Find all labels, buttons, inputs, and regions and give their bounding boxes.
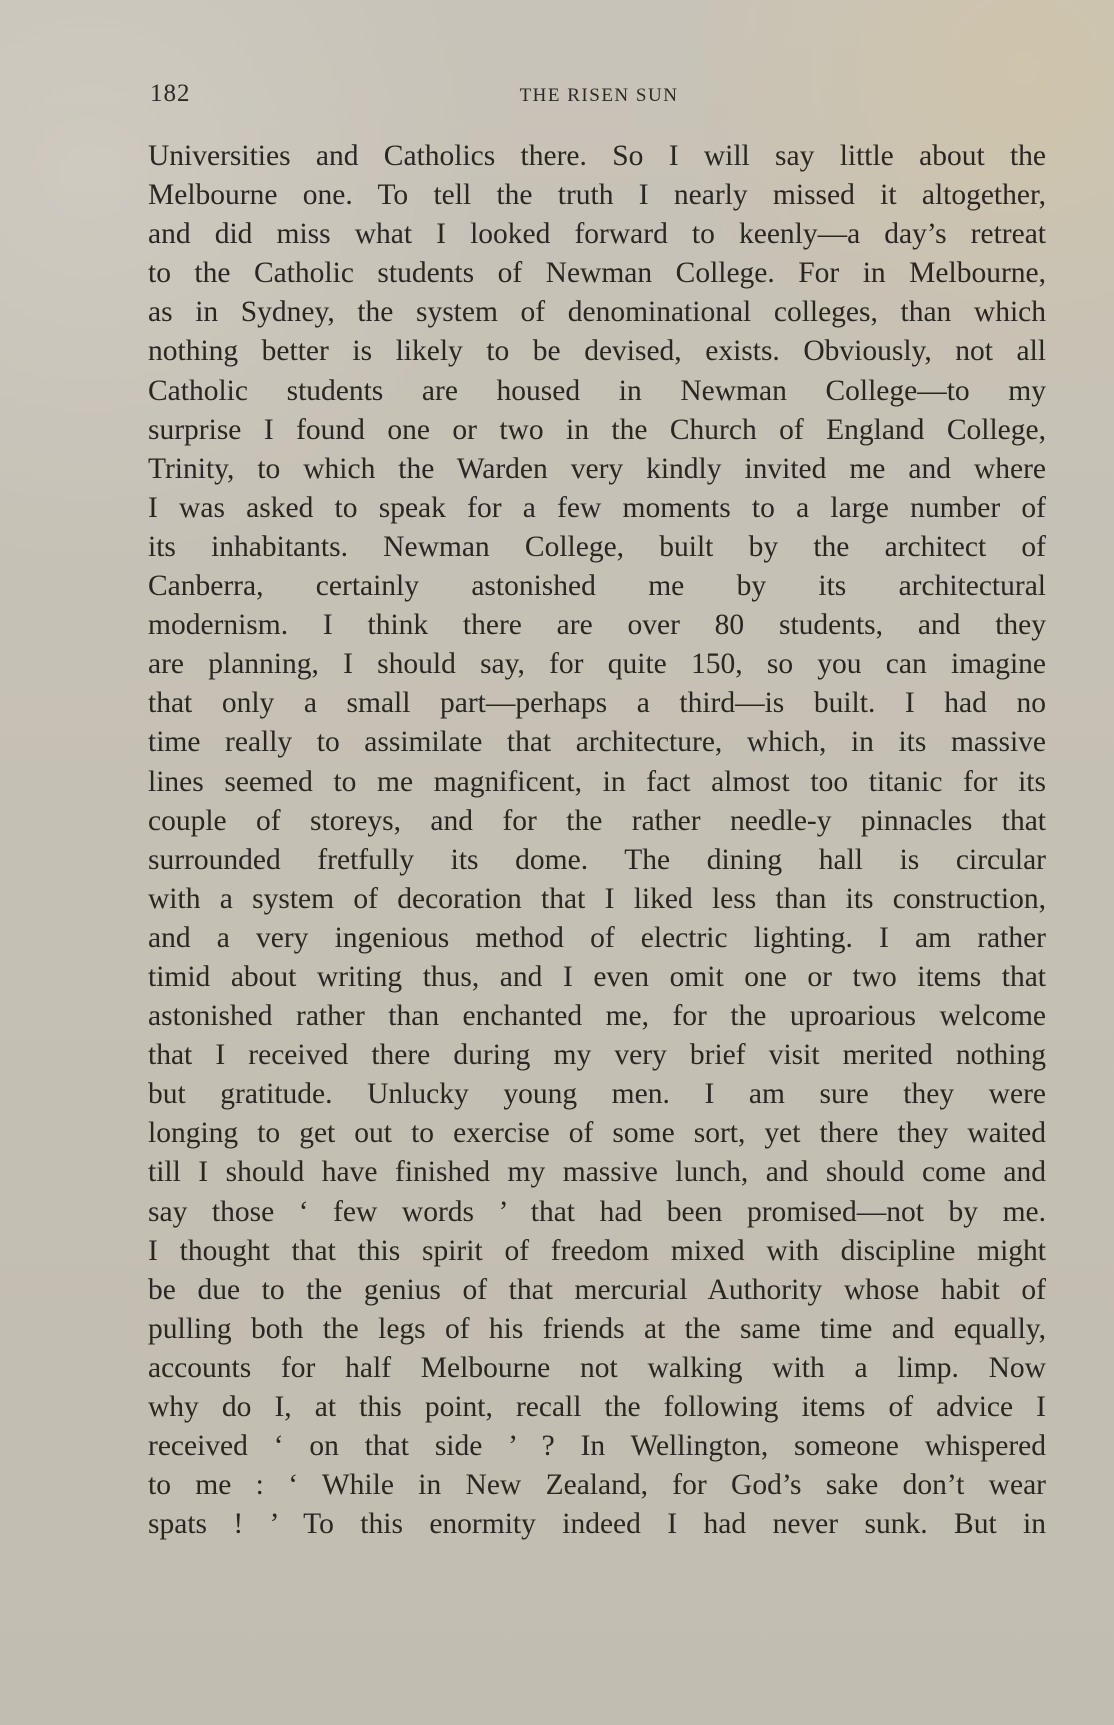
text-line: are planning, I should say, for quite 150, so you can imagine: [148, 648, 1046, 681]
text-line: be due to the genius of that mercurial Authority whose habit of: [148, 1273, 1046, 1306]
text-line: time really to assimilate that architecture, which, in its massive: [148, 726, 1046, 759]
text-line: to the Catholic students of Newman College. For in Melbourne,: [148, 257, 1046, 290]
text-line: Universities and Catholics there. So I will say little about the: [148, 140, 1046, 172]
text-line: Trinity, to which the Warden very kindly invited me and where: [148, 452, 1046, 485]
text-line: that I received there during my very brief visit merited nothing: [148, 1039, 1046, 1072]
text-line: Canberra, certainly astonished me by its architectural: [148, 570, 1046, 603]
running-title: THE RISEN SUN: [519, 85, 679, 106]
text-line: Melbourne one. To tell the truth I nearly missed it altogether,: [148, 179, 1046, 212]
text-line: I was asked to speak for a few moments to a large number of: [148, 491, 1046, 524]
text-line: couple of storeys, and for the rather needle-y pinnacles that: [148, 804, 1046, 837]
text-line: surprise I found one or two in the Church of England College,: [148, 413, 1046, 446]
text-line: received ‘ on that side ’ ? In Wellington, someone whispered: [148, 1430, 1046, 1463]
text-line: why do I, at this point, recall the following items of advice I: [148, 1391, 1046, 1423]
text-line: and did miss what I looked forward to keenly—a day’s retreat: [148, 218, 1046, 251]
text-line: longing to get out to exercise of some sort, yet there they waited: [148, 1117, 1046, 1150]
text-line: as in Sydney, the system of denominational colleges, than which: [148, 296, 1046, 329]
text-line: that only a small part—perhaps a third—is built. I had no: [148, 687, 1046, 720]
text-line: surrounded fretfully its dome. The dining hall is circular: [148, 843, 1046, 876]
text-line: its inhabitants. Newman College, built by the architect of: [148, 530, 1046, 563]
text-line: lines seemed to me magnificent, in fact almost too titanic for its: [148, 765, 1046, 798]
body-text: [148, 137, 1046, 1544]
text-line: nothing better is likely to be devised, exists. Obviously, not all: [148, 335, 1046, 368]
running-head: [150, 80, 1048, 120]
text-line: till I should have finished my massive lunch, and should come and: [148, 1156, 1046, 1189]
text-line: I thought that this spirit of freedom mixed with discipline might: [148, 1234, 1046, 1267]
page-number: 182: [150, 80, 191, 107]
text-line: with a system of decoration that I liked less than its construction,: [148, 882, 1046, 915]
text-line: but gratitude. Unlucky young men. I am sure they were: [148, 1078, 1046, 1111]
text-line: and a very ingenious method of electric lighting. I am rather: [148, 921, 1046, 954]
text-line: timid about writing thus, and I even omit one or two items that: [148, 960, 1046, 993]
text-line: astonished rather than enchanted me, for the uproarious welcome: [148, 1000, 1046, 1033]
text-line: accounts for half Melbourne not walking with a limp. Now: [148, 1351, 1046, 1384]
text-line: pulling both the legs of his friends at the same time and equally,: [148, 1312, 1046, 1345]
text-line: say those ‘ few words ’ that had been promised—not by me.: [148, 1195, 1046, 1228]
text-line: Catholic students are housed in Newman College—to my: [148, 374, 1046, 407]
text-line: modernism. I think there are over 80 students, and they: [148, 609, 1046, 642]
text-line: spats ! ’ To this enormity indeed I had never sunk. But in: [148, 1508, 1046, 1541]
text-line: to me : ‘ While in New Zealand, for God’s sake don’t wear: [148, 1469, 1046, 1502]
